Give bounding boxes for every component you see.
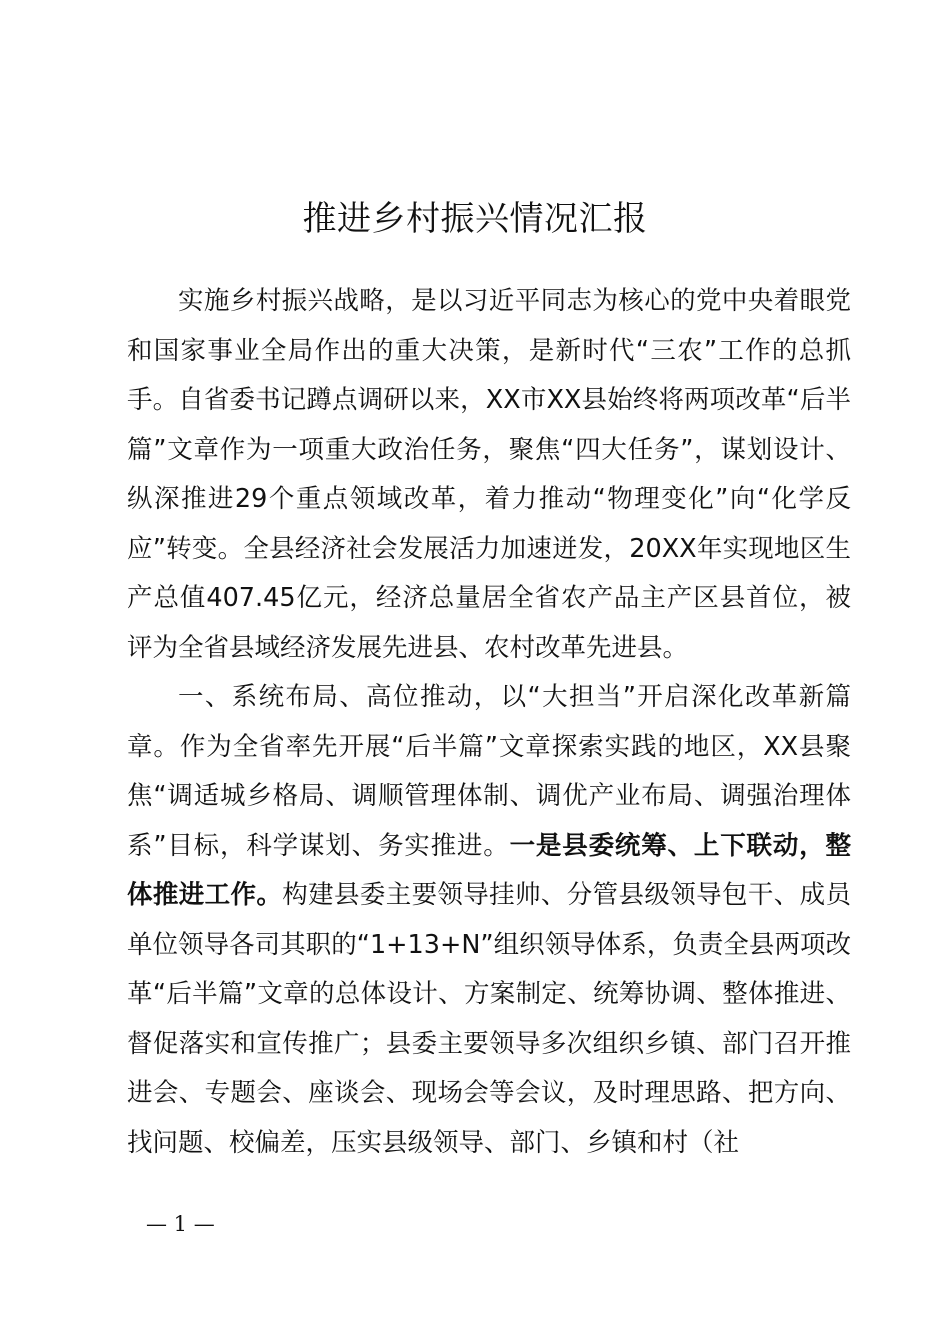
page-number: — 1 — [146, 1212, 215, 1236]
section-one-lead: 一、系统布局、高位推动，以“大担当”开启深化改革新篇章。作为全省率先开展“后半篇”文章探索实践的地区，XX县聚焦“调适城乡格局、调顺管理体制、调优产业布局、调强治理体系”目标，科学谋划、务实推进。 [127, 682, 851, 861]
section-one-bold-point: 一是县委统筹、上下联动，整体推进工作。 [127, 830, 851, 910]
document-body [127, 277, 851, 1168]
document-title: 推进乡村振兴情况汇报 [302, 198, 648, 239]
paragraph-intro: 实施乡村振兴战略，是以习近平同志为核心的党中央着眼党和国家事业全局作出的重大决策，是新时代“三农”工作的总抓手。自省委书记蹲点调研以来，XX市XX县始终将两项改革“后半篇”文章作为一项重大政治任务，聚焦“四大任务”，谋划设计、纵深推进29个重点领域改革，着力推动“物理变化”向“化学反应”转变。全县经济社会发展活力加速迸发，20XX年实现地区生产总值407.45亿元，经济总量居全省农产品主产区县首位，被评为全省县域经济发展先进县、农村改革先进县。 [127, 286, 851, 663]
section-one-rest: 构建县委主要领导挂帅、分管县级领导包干、成员单位领导各司其职的“1+13+N”组织领导体系，负责全县两项改革“后半篇”文章的总体设计、方案制定、统筹协调、整体推进、督促落实和宣传推广；县委主要领导多次组织乡镇、部门召开推进会、专题会、座谈会、现场会等会议，及时理思路、把方向、找问题、校偏差，压实县级领导、部门、乡镇和村（社 [127, 880, 851, 1158]
paragraph-section-one [127, 673, 851, 1168]
